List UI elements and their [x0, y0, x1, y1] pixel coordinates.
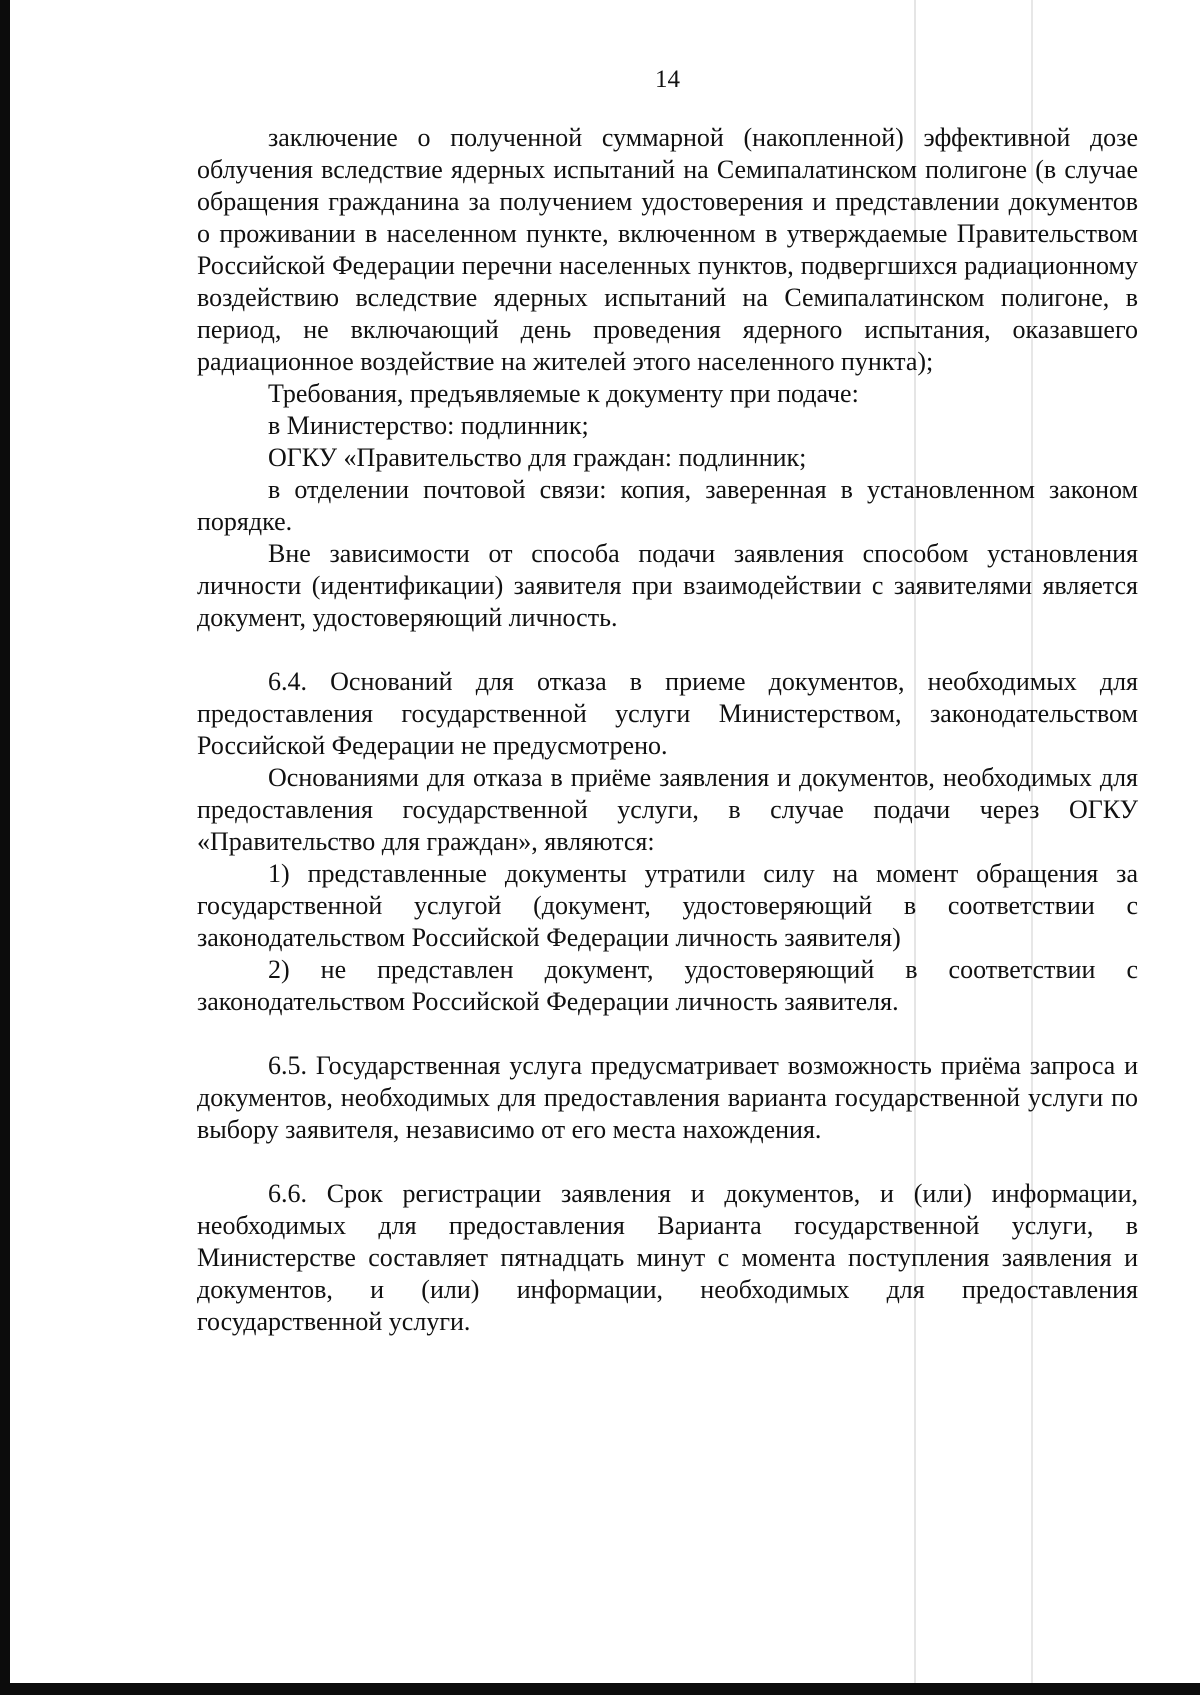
paragraph-ministry: в Министерство: подлинник; [268, 411, 589, 440]
paragraph-identification: Вне зависимости от способа подачи заявления способом установления личности (идентификации) заявителя при взаимодействии с заявителями является документ, удостоверяющий личность. [197, 539, 1138, 632]
list-item-1: 1) представленные документы утратили силу на момент обращения за государственной услугой (документ, удостоверяющий в соответствии с законодательством Российской Федерации личность заявителя) [197, 859, 1138, 952]
paragraph-spacer [197, 1146, 1138, 1178]
paragraph-dose-conclusion: заключение о полученной суммарной (накопленной) эффективной дозе облучения вследствие ядерных испытаний на Семипалатинском полигоне (в случае обращения гражданина за получением удостоверения и представлении документов о проживании в населенном пункте, включенном в утверждаемые Правительством Российской Федерации перечни населенных пунктов, подвергшихся радиационному воздействию вследствие ядерных испытаний на Семипалатинском полигоне, в период, не включающий день проведения ядерного испытания, оказавшего радиационное воздействие на жителей этого населенного пункта); [197, 123, 1138, 376]
scan-border-bottom [0, 1683, 1200, 1695]
document-body [197, 122, 1138, 1338]
paragraph-refusal-grounds: Основаниями для отказа в приёме заявления и документов, необходимых для предоставления государственной услуги, в случае подачи через ОГКУ «Правительство для граждан», являются: [197, 763, 1138, 856]
section-6-5: 6.5. Государственная услуга предусматривает возможность приёма запроса и документов, необходимых для предоставления варианта государственной услуги по выбору заявителя, независимо от его места нахождения. [197, 1051, 1138, 1144]
paragraph-requirements: Требования, предъявляемые к документу при подаче: [268, 379, 859, 408]
list-item-2: 2) не представлен документ, удостоверяющий в соответствии с законодательством Российской Федерации личность заявителя. [197, 955, 1138, 1016]
paragraph-spacer [197, 1018, 1138, 1050]
section-6-6: 6.6. Срок регистрации заявления и документов, и (или) информации, необходимых для предоставления Варианта государственной услуги, в Министерстве составляет пятнадцать минут с момента поступления заявления и документов, и (или) информации, необходимых для предоставления государственной услуги. [197, 1179, 1138, 1336]
paragraph-spacer [197, 634, 1138, 666]
page-number: 14 [655, 66, 680, 93]
scan-border-left [0, 0, 10, 1695]
paragraph-ogku: ОГКУ «Правительство для граждан: подлинник; [268, 443, 807, 472]
paragraph-post-office: в отделении почтовой связи: копия, заверенная в установленном законом порядке. [197, 475, 1138, 536]
section-6-4: 6.4. Оснований для отказа в приеме документов, необходимых для предоставления государственной услуги Министерством, законодательством Российской Федерации не предусмотрено. [197, 667, 1138, 760]
